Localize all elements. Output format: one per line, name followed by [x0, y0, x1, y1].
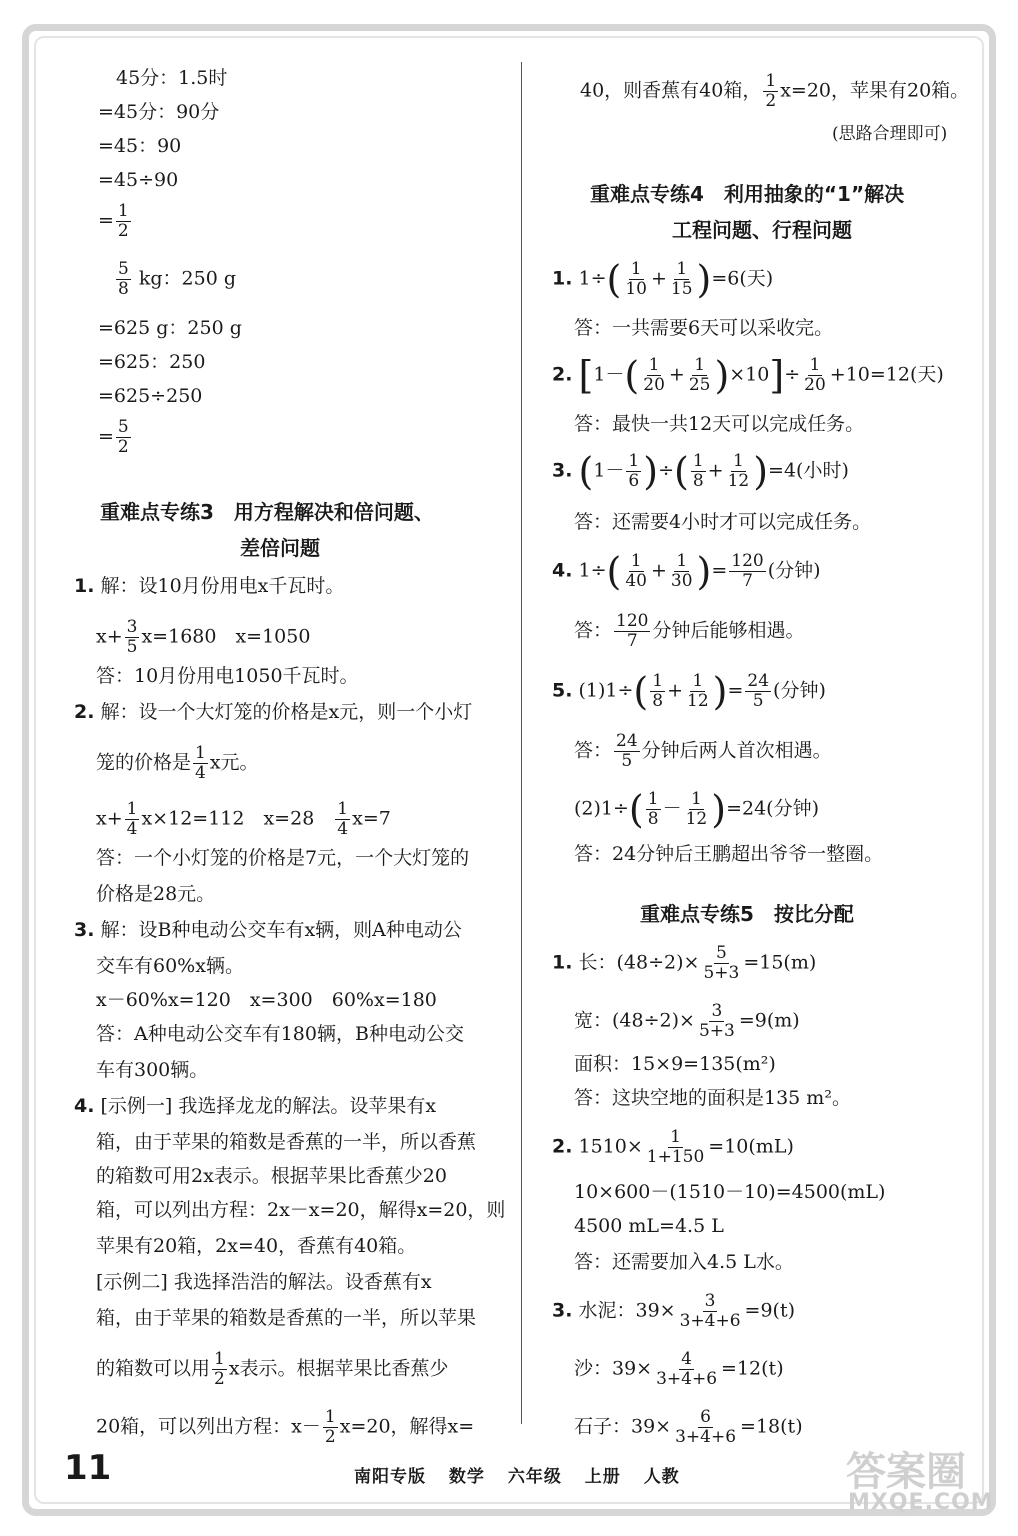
ratio-line: = $\frac{5}{2}$	[98, 417, 129, 457]
answer-line: 车有300辆。	[96, 1059, 209, 1081]
footer-subject: 数学	[448, 1467, 485, 1487]
answer-line: 答：一共需要6天可以采收完。	[574, 317, 834, 339]
page-number: 11	[64, 1448, 112, 1488]
text-line: 20箱，可以列出方程：x－ $\frac{1}{2}$ x=20，解得x=	[96, 1407, 475, 1447]
answer-line: 答： $\frac{24}{5}$ 分钟后两人首次相遇。	[574, 731, 832, 771]
equation-line: 沙：39× $\frac{4}{3+4+6}$ =12(t)	[574, 1349, 784, 1389]
note: (思路合理即可)	[832, 124, 948, 144]
equation-line: 宽：(48÷2)× $\frac{3}{5+3}$ =9(m)	[574, 1001, 800, 1041]
ratio-line: =625÷250	[98, 385, 203, 407]
problem-s2: 2. 1510× $\frac{1}{1+150}$ =10(mL)	[552, 1127, 794, 1167]
equation-line: 面积：15×9=135(m²)	[574, 1053, 776, 1075]
footer-volume: 上册	[584, 1467, 621, 1487]
ratio-line: $\frac{5}{8}$ kg：250 g	[118, 259, 237, 299]
equation-line: 10×600－(1510－10)=4500(mL)	[574, 1181, 886, 1203]
column-divider	[521, 62, 522, 1424]
footer-edition: 南阳专版	[354, 1467, 426, 1487]
footer-info	[354, 1462, 696, 1487]
footer-grade: 六年级	[507, 1467, 562, 1487]
ratio-line: =45÷90	[98, 169, 179, 191]
text-line: 苹果有20箱，2x=40，香蕉有40箱。	[96, 1235, 417, 1257]
text-line: 40，则香蕉有40箱， $\frac{1}{2}$ x=20，苹果有20箱。	[580, 71, 970, 111]
equation-line: 4500 mL=4.5 L	[574, 1215, 724, 1237]
text-line: [示例二] 我选择浩浩的解法。设香蕉有x	[96, 1271, 432, 1293]
text-line: 的箱数可用2x表示。根据苹果比香蕉少20	[96, 1165, 447, 1187]
answer-line: 答：A种电动公交车有180辆，B种电动公交	[96, 1023, 464, 1045]
problem-s3: 3. 水泥：39× $\frac{3}{3+4+6}$ =9(t)	[552, 1291, 796, 1331]
section-title: 差倍问题	[240, 536, 320, 560]
text-line: 箱，由于苹果的箱数是香蕉的一半，所以苹果	[96, 1307, 477, 1329]
fraction: $\frac{5}{8}$	[118, 259, 129, 299]
problem-s1: 1. 长：(48÷2)× $\frac{5}{5+3}$ =15(m)	[552, 943, 817, 983]
question-4: 4. [示例一] 我选择龙龙的解法。设苹果有x	[74, 1095, 437, 1117]
answer-line: 答： $\frac{120}{7}$ 分钟后能够相遇。	[574, 611, 805, 651]
answer-line: 答：10月份用电1050千瓦时。	[96, 665, 359, 687]
answer-line: 价格是28元。	[96, 883, 216, 905]
question-2: 2. 解：设一个大灯笼的价格是x元，则一个小灯	[74, 701, 473, 723]
answer-line: 答：一个小灯笼的价格是7元，一个大灯笼的	[96, 847, 470, 869]
footer-publisher: 人教	[643, 1467, 680, 1487]
question-1: 1. 解：设10月份用电x千瓦时。	[74, 575, 345, 597]
ratio-line: 45分：1.5时	[116, 67, 228, 89]
watermark-url: MXQE.COM	[848, 1490, 994, 1515]
problem-5: 5. (1)1÷( $\frac{1}{8}$ + $\frac{1}{12}$ )= $\frac{24}{5}$ (分钟)	[552, 669, 826, 714]
text-line: 箱，可以列出方程：2x－x=20，解得x=20，则	[96, 1199, 506, 1221]
answer-line: 答：24分钟后王鹏超出爷爷一整圈。	[574, 843, 884, 865]
fraction: $\frac{1}{2}$	[117, 201, 129, 241]
section-title: 重难点专练5 按比分配	[640, 902, 854, 926]
equation-line: x－60%x=120 x=300 60%x=180	[96, 989, 437, 1011]
section-title: 重难点专练4 利用抽象的“1”解决	[590, 182, 905, 206]
section-title: 工程问题、行程问题	[672, 218, 852, 242]
watermark-logo	[838, 1440, 994, 1520]
problem-3: 3. (1－ $\frac{1}{6}$ )÷( $\frac{1}{8}$ + $\frac{1}{12}$ )=4(小时)	[552, 449, 849, 494]
text-line: 箱，由于苹果的箱数是香蕉的一半，所以香蕉	[96, 1131, 477, 1153]
answer-line: 答：还需要加入4.5 L水。	[574, 1251, 794, 1273]
equation-line: x+ $\frac{1}{4}$ x×12=112 x=28 $\frac{1}{4}$ x=7	[96, 799, 391, 839]
ratio-line: =625：250	[98, 351, 206, 373]
text-line: 笼的价格是 $\frac{1}{4}$ x元。	[96, 743, 259, 783]
problem-2: 2. [1－( $\frac{1}{20}$ + $\frac{1}{25}$ )×10]÷ $\frac{1}{20}$ +10=12(天)	[552, 353, 944, 398]
problem-1: 1. 1÷( $\frac{1}{10}$ + $\frac{1}{15}$ )=6(天)	[552, 257, 774, 302]
equation-line: (2)1÷( $\frac{1}{8}$ － $\frac{1}{12}$ )=24(分钟)	[574, 787, 819, 832]
answer-line: 答：还需要4小时才可以完成任务。	[574, 511, 872, 533]
answer-line: 答：最快一共12天可以完成任务。	[574, 413, 865, 435]
ratio-line: =625 g：250 g	[98, 317, 242, 339]
watermark-text: 答案圈	[846, 1449, 966, 1495]
section-title: 重难点专练3 用方程解决和倍问题、	[100, 500, 434, 524]
text-line: 的箱数可以用 $\frac{1}{2}$ x表示。根据苹果比香蕉少	[96, 1349, 449, 1389]
question-3: 3. 解：设B种电动公交车有x辆，则A种电动公	[74, 919, 462, 941]
equation-line: x+ $\frac{3}{5}$ x=1680 x=1050	[96, 617, 311, 657]
ratio-line: = $\frac{1}{2}$	[98, 201, 129, 241]
answer-line: 答：这块空地的面积是135 m²。	[574, 1087, 851, 1109]
equation-line: 石子：39× $\frac{6}{3+4+6}$ =18(t)	[574, 1407, 803, 1447]
ratio-line: =45：90	[98, 135, 182, 157]
fraction: $\frac{5}{2}$	[117, 417, 129, 457]
text-line: 交车有60%x辆。	[96, 955, 244, 977]
ratio-line: =45分：90分	[98, 101, 220, 123]
problem-4: 4. 1÷( $\frac{1}{40}$ + $\frac{1}{30}$ )= $\frac{120}{7}$ (分钟)	[552, 549, 821, 594]
